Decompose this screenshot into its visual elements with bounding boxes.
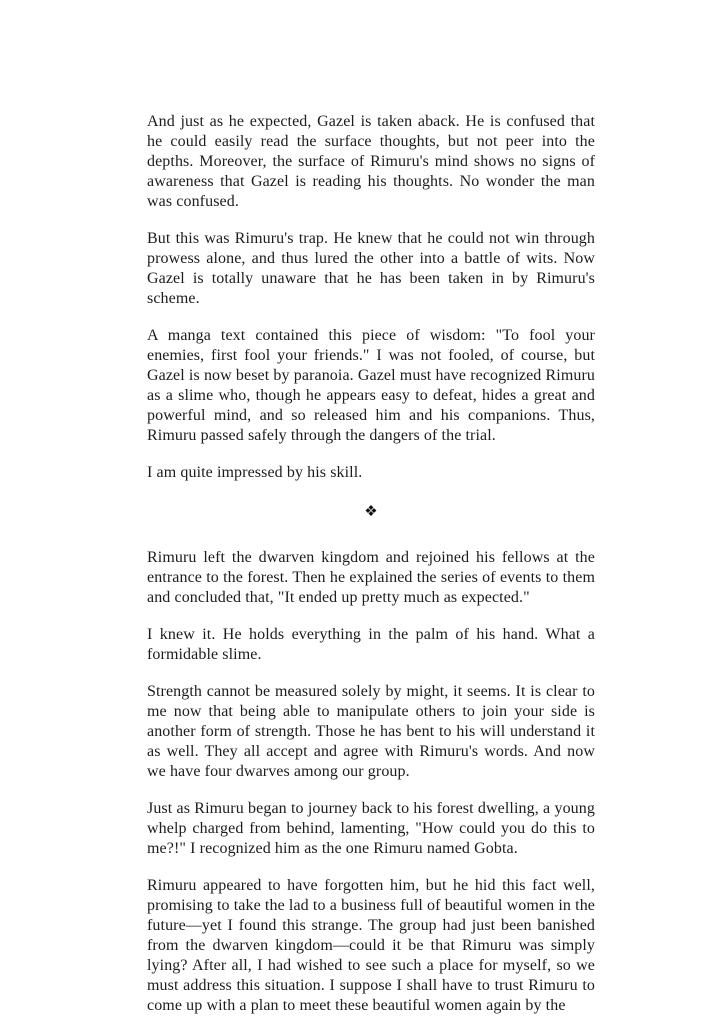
paragraph-gobta-charges: Just as Rimuru began to journey back to his forest dwelling, a young whelp charged from behind, lamenting, "How could you do this to me?!" I recognized him as the one Rimuru named Gobta. <box>147 800 595 857</box>
paragraph-beautiful-women: Rimuru appeared to have forgotten him, but he hid this fact well, promising to take the lad to a business full of beautiful women in the future—yet I found this strange. The group had just been banished from the dwarven kingdom—could it be that Rimuru was simply lying? After all, I had wished to see such a place for myself, so we must address this situation. I suppose I shall have to trust Rimuru to come up with a plan to meet these beautiful women again by the <box>147 877 595 1014</box>
paragraph-left-kingdom: Rimuru left the dwarven kingdom and rejoined his fellows at the entrance to the forest. Then he explained the series of events to them and concluded that, "It ended up pretty much as expected." <box>147 549 595 606</box>
paragraph-rimuru-trap: But this was Rimuru's trap. He knew that he could not win through prowess alone, and thus lured the other into a battle of wits. Now Gazel is totally unaware that he has been taken in by Rimuru's scheme. <box>147 230 595 307</box>
section-divider <box>147 505 595 520</box>
paragraph-gazel-taken-aback: And just as he expected, Gazel is taken aback. He is confused that he could easily read the surface thoughts, but not peer into the depths. Moreover, the surface of Rimuru's mind shows no signs of awareness that Gazel is reading his thoughts. No wonder the man was confused. <box>147 113 595 210</box>
diamond-ornament-icon: ❖ <box>364 504 378 520</box>
paragraph-strength-measured: Strength cannot be measured solely by might, it seems. It is clear to me now that being able to manipulate others to join your side is another form of strength. Those he has bent to his will understand it as well. They all accept and agree with Rimuru's words. And now we have four dwarves among our group. <box>147 683 595 780</box>
book-page <box>147 112 595 1033</box>
paragraph-manga-wisdom: A manga text contained this piece of wisdom: "To fool your enemies, first fool your friends." I was not fooled, of course, but Gazel is now beset by paranoia. Gazel must have recognized Rimuru as a slime who, though he appears easy to defeat, hides a great and powerful mind, and so released him and his companions. Thus, Rimuru passed safely through the dangers of the trial. <box>147 327 595 444</box>
paragraph-impressed: I am quite impressed by his skill. <box>147 464 363 481</box>
paragraph-formidable-slime: I knew it. He holds everything in the palm of his hand. What a formidable slime. <box>147 626 595 663</box>
